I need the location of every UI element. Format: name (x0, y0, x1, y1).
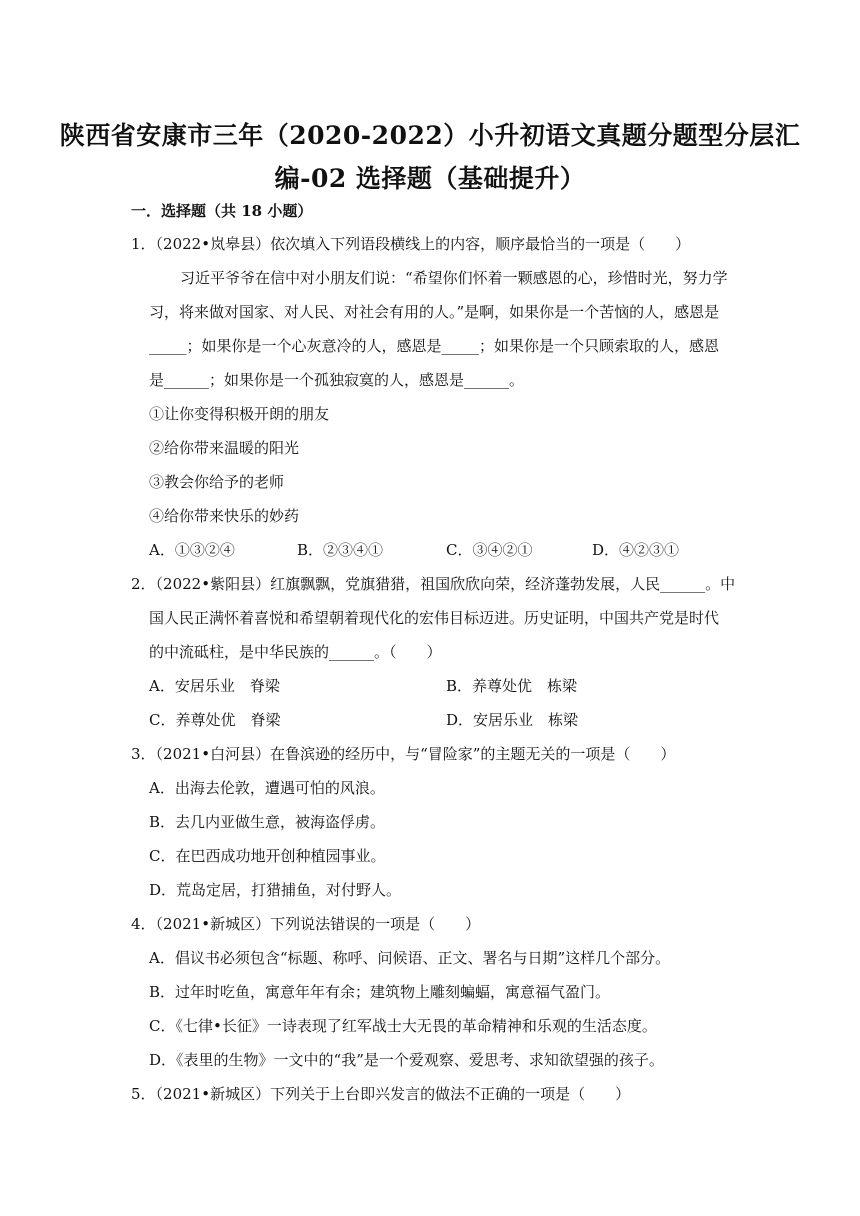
question-4-stem: 4．（2021•新城区）下列说法错误的一项是（ ） (131, 915, 481, 933)
section-heading: 一．选择题（共 18 小题） (131, 202, 313, 220)
question-4-option-d: D．《表里的生物》一文中的“我”是一个爱观察、爱思考、求知欲望强的孩子。 (149, 1051, 664, 1069)
question-3-option-a: A．出海去伦敦，遭遇可怕的风浪。 (149, 779, 385, 797)
question-1-option-b: B．②③④① (297, 541, 384, 559)
question-2-option-a: A．安居乐业 脊梁 (149, 677, 280, 695)
question-4-option-c: C．《七律•长征》一诗表现了红军战士大无畏的革命精神和乐观的生活态度。 (149, 1017, 657, 1035)
question-1-stem: 1．（2022•岚皋县）依次填入下列语段横线上的内容，顺序最恰当的一项是（ ） (131, 235, 691, 253)
question-1-option-a: A．①③②④ (149, 541, 235, 559)
question-1-passage-line-3: _____；如果你是一个心灰意冷的人，感恩是_____；如果你是一个只顾索取的人，感恩 (149, 337, 720, 355)
question-4-option-b: B．过年时吃鱼，寓意年年有余；建筑物上雕刻蝙蝠，寓意福气盈门。 (149, 983, 611, 1001)
document-title-line-2: 编-02 选择题（基础提升） (274, 164, 586, 193)
question-1-item-2: ②给你带来温暖的阳光 (149, 439, 300, 457)
question-2-option-d: D．安居乐业 栋梁 (446, 711, 579, 729)
question-3-option-c: C．在巴西成功地开创种植园事业。 (149, 847, 386, 865)
question-2-option-b: B．养尊处优 栋梁 (446, 677, 578, 695)
question-3-stem: 3．（2021•白河县）在鲁滨逊的经历中，与“冒险家”的主题无关的一项是（ ） (131, 745, 676, 763)
question-2-line-1: 2．（2022•紫阳县）红旗飘飘，党旗猎猎，祖国欣欣向荣，经济蓬勃发展，人民______。中 (131, 575, 736, 593)
question-1-passage-line-4: 是______；如果你是一个孤独寂寞的人，感恩是______。 (149, 371, 525, 389)
question-1-item-3: ③教会你给予的老师 (149, 473, 285, 491)
question-5-stem: 5．（2021•新城区）下列关于上台即兴发言的做法不正确的一项是（ ） (131, 1085, 631, 1103)
question-2-line-3: 的中流砥柱，是中华民族的______。（ ） (149, 643, 442, 661)
question-1-passage-line-2: 习，将来做对国家、对人民、对社会有用的人。”是啊，如果你是一个苦恼的人，感恩是 (149, 303, 720, 321)
question-3-option-b: B．去几内亚做生意，被海盗俘虏。 (149, 813, 386, 831)
question-2-line-2: 国人民正满怀着喜悦和希望朝着现代化的宏伟目标迈进。历史证明，中国共产党是时代 (149, 609, 720, 627)
question-1-passage-line-1: 习近平爷爷在信中对小朋友们说：“希望你们怀着一颗感恩的心，珍惜时光，努力学 (180, 269, 728, 287)
question-1-item-1: ①让你变得积极开朗的朋友 (149, 405, 330, 423)
question-3-option-d: D．荒岛定居，打猎捕鱼，对付野人。 (149, 881, 402, 899)
question-1-option-d: D．④②③① (592, 541, 680, 559)
question-1-option-c: C．③④②① (446, 541, 533, 559)
question-1-item-4: ④给你带来快乐的妙药 (149, 507, 300, 525)
question-4-option-a: A．倡议书必须包含“标题、称呼、问候语、正文、署名与日期”这样几个部分。 (149, 949, 671, 967)
document-title-line-1: 陕西省安康市三年（2020-2022）小升初语文真题分题型分层汇 (59, 121, 801, 150)
question-2-option-c: C．养尊处优 脊梁 (149, 711, 281, 729)
